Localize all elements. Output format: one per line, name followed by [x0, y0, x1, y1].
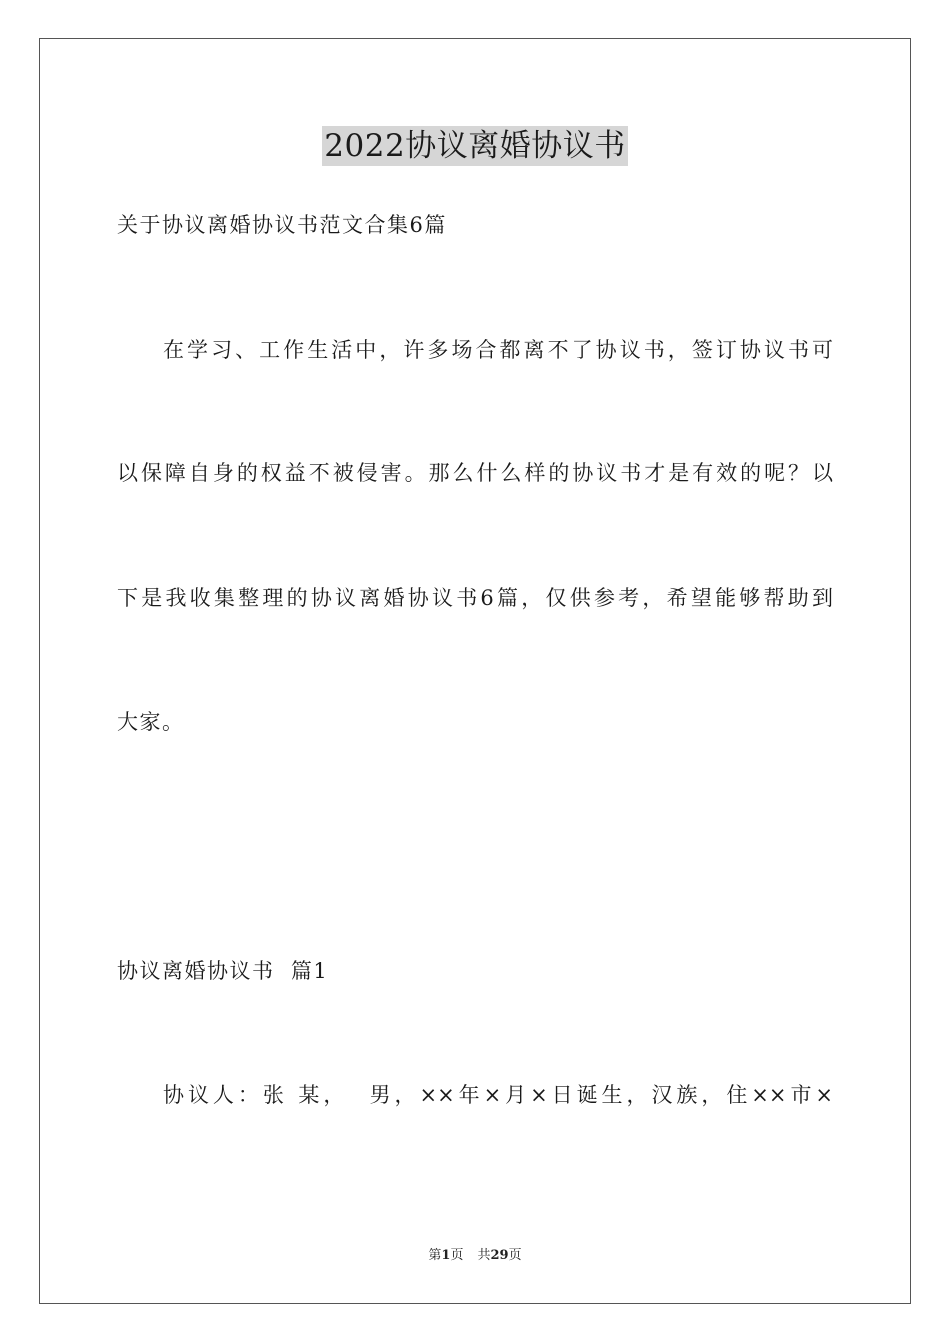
total-suffix: 页: [508, 1248, 522, 1263]
intro-line-4: 大家。: [117, 710, 185, 734]
title-container: [0, 126, 950, 166]
intro-line-1: 在学习、工作生活中，许多场合都离不了协议书，签订协议书可: [163, 338, 833, 362]
section-heading: 协议离婚协议书 篇1: [117, 959, 329, 983]
page-suffix: 页: [450, 1248, 464, 1263]
page-number: 1: [441, 1248, 451, 1263]
section-first-line: 协议人：张 某， 男，××年×月×日诞生，汉族，住××市×: [163, 1083, 833, 1107]
intro-line-2: 以保障自身的权益不被侵害。那么什么样的协议书才是有效的呢？以: [117, 461, 833, 485]
document-title: 2022协议离婚协议书: [324, 128, 626, 164]
document-subtitle: 关于协议离婚协议书范文合集6篇: [117, 213, 447, 237]
page-footer: [0, 1247, 950, 1265]
page-prefix: 第: [428, 1248, 442, 1263]
total-pages: 29: [490, 1248, 509, 1263]
intro-line-3: 下是我收集整理的协议离婚协议书6篇，仅供参考，希望能够帮助到: [117, 586, 833, 610]
total-prefix: 共: [477, 1248, 491, 1263]
